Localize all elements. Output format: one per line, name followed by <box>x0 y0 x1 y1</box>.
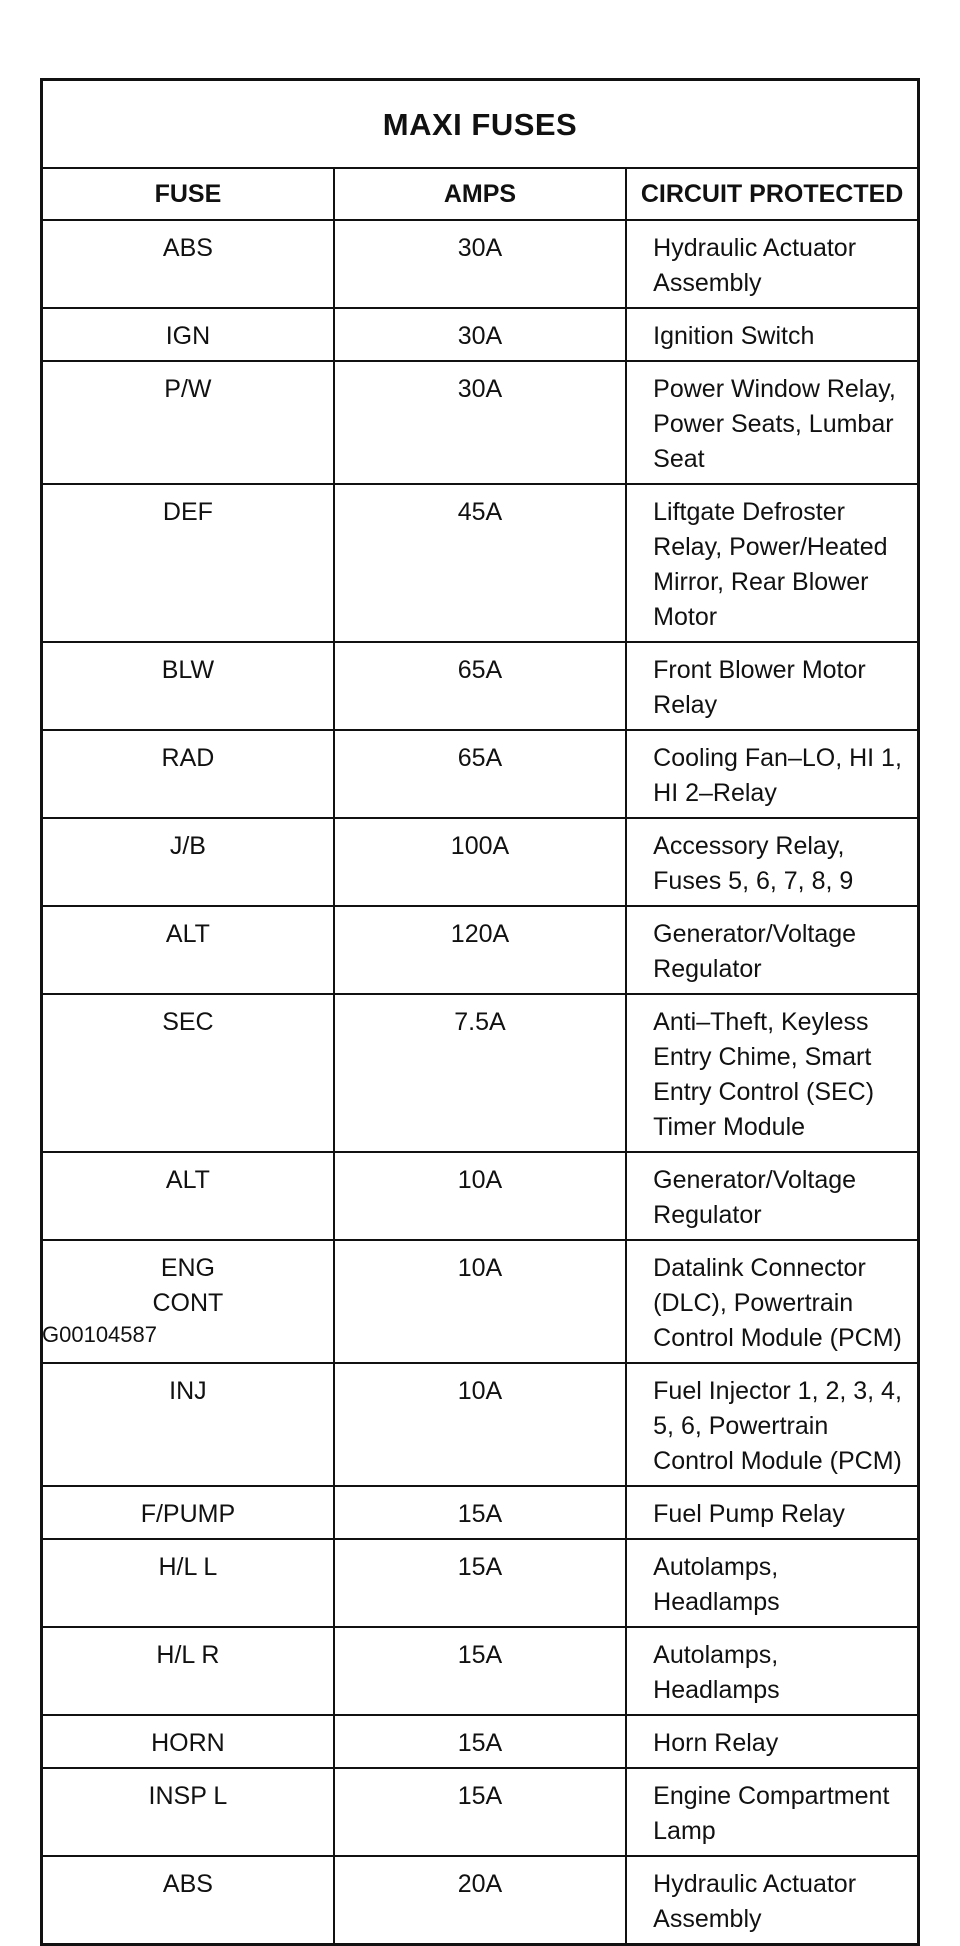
table-row <box>42 220 919 308</box>
table-row <box>42 906 919 994</box>
table-title: MAXI FUSES <box>42 80 919 169</box>
fuse-name-cell: INSP L <box>42 1768 334 1856</box>
circuit-protected-cell: Power Window Relay, Power Seats, Lumbar Seat <box>626 361 918 484</box>
fuse-amps-cell: 30A <box>334 361 626 484</box>
title-row <box>42 80 919 169</box>
fuse-amps-cell: 20A <box>334 1856 626 1945</box>
table-row <box>42 730 919 818</box>
table-row <box>42 1539 919 1627</box>
circuit-protected-cell: Engine Compartment Lamp <box>626 1768 918 1856</box>
fuse-amps-cell: 45A <box>334 484 626 642</box>
fuse-name-cell: IGN <box>42 308 334 361</box>
fuse-name-cell: H/L L <box>42 1539 334 1627</box>
fuse-amps-cell: 65A <box>334 730 626 818</box>
table-row <box>42 1856 919 1945</box>
fuse-amps-cell: 120A <box>334 906 626 994</box>
circuit-protected-cell: Hydraulic Actuator Assembly <box>626 1856 918 1945</box>
circuit-protected-cell: Autolamps, Headlamps <box>626 1627 918 1715</box>
fuse-name-cell: ALT <box>42 1152 334 1240</box>
table-row <box>42 1240 919 1363</box>
circuit-protected-cell: Horn Relay <box>626 1715 918 1768</box>
fuse-name-cell: INJ <box>42 1363 334 1486</box>
header-circuit: CIRCUIT PROTECTED <box>626 168 918 220</box>
circuit-protected-cell: Cooling Fan–LO, HI 1, HI 2–Relay <box>626 730 918 818</box>
fuse-amps-cell: 15A <box>334 1539 626 1627</box>
fuse-amps-cell: 65A <box>334 642 626 730</box>
fuse-name-cell: F/PUMP <box>42 1486 334 1539</box>
table-row <box>42 994 919 1152</box>
fuse-name-cell: ENG CONT <box>42 1240 334 1363</box>
circuit-protected-cell: Accessory Relay, Fuses 5, 6, 7, 8, 9 <box>626 818 918 906</box>
circuit-protected-cell: Autolamps, Headlamps <box>626 1539 918 1627</box>
header-fuse: FUSE <box>42 168 334 220</box>
fuse-name-cell: HORN <box>42 1715 334 1768</box>
fuse-amps-cell: 15A <box>334 1768 626 1856</box>
circuit-protected-cell: Fuel Pump Relay <box>626 1486 918 1539</box>
fuse-amps-cell: 100A <box>334 818 626 906</box>
table-row <box>42 308 919 361</box>
table-row <box>42 484 919 642</box>
fuse-name-cell: DEF <box>42 484 334 642</box>
circuit-protected-cell: Hydraulic Actuator Assembly <box>626 220 918 308</box>
fuse-amps-cell: 30A <box>334 308 626 361</box>
fuse-name-cell: BLW <box>42 642 334 730</box>
fuse-amps-cell: 15A <box>334 1627 626 1715</box>
table-row <box>42 1486 919 1539</box>
table-body <box>42 220 919 1945</box>
header-row <box>42 168 919 220</box>
table-row <box>42 1715 919 1768</box>
circuit-protected-cell: Ignition Switch <box>626 308 918 361</box>
fuse-amps-cell: 30A <box>334 220 626 308</box>
maxi-fuses-table <box>40 78 920 1946</box>
fuse-name-cell: RAD <box>42 730 334 818</box>
circuit-protected-cell: Anti–Theft, Keyless Entry Chime, Smart Entry Control (SEC) Timer Module <box>626 994 918 1152</box>
circuit-protected-cell: Generator/Voltage Regulator <box>626 1152 918 1240</box>
table-row <box>42 1363 919 1486</box>
fuse-amps-cell: 7.5A <box>334 994 626 1152</box>
fuse-name-cell: ALT <box>42 906 334 994</box>
fuse-name-cell: ABS <box>42 1856 334 1945</box>
circuit-protected-cell: Generator/Voltage Regulator <box>626 906 918 994</box>
circuit-protected-cell: Datalink Connector (DLC), Powertrain Control Module (PCM) <box>626 1240 918 1363</box>
circuit-protected-cell: Fuel Injector 1, 2, 3, 4, 5, 6, Powertrain Control Module (PCM) <box>626 1363 918 1486</box>
table-row <box>42 1627 919 1715</box>
fuse-amps-cell: 10A <box>334 1240 626 1363</box>
circuit-protected-cell: Front Blower Motor Relay <box>626 642 918 730</box>
table-row <box>42 818 919 906</box>
fuse-amps-cell: 10A <box>334 1363 626 1486</box>
fuse-name-cell: J/B <box>42 818 334 906</box>
fuse-name-cell: H/L R <box>42 1627 334 1715</box>
fuse-amps-cell: 10A <box>334 1152 626 1240</box>
fuse-name-cell: SEC <box>42 994 334 1152</box>
table-row <box>42 1152 919 1240</box>
table-row <box>42 1768 919 1856</box>
circuit-protected-cell: Liftgate Defroster Relay, Power/Heated Mirror, Rear Blower Motor <box>626 484 918 642</box>
figure-id: G00104587 <box>42 1322 157 1347</box>
table-row <box>42 642 919 730</box>
fuse-name-cell: ABS <box>42 220 334 308</box>
header-amps: AMPS <box>334 168 626 220</box>
fuse-name-cell: P/W <box>42 361 334 484</box>
fuse-amps-cell: 15A <box>334 1486 626 1539</box>
fuse-amps-cell: 15A <box>334 1715 626 1768</box>
table-row <box>42 361 919 484</box>
